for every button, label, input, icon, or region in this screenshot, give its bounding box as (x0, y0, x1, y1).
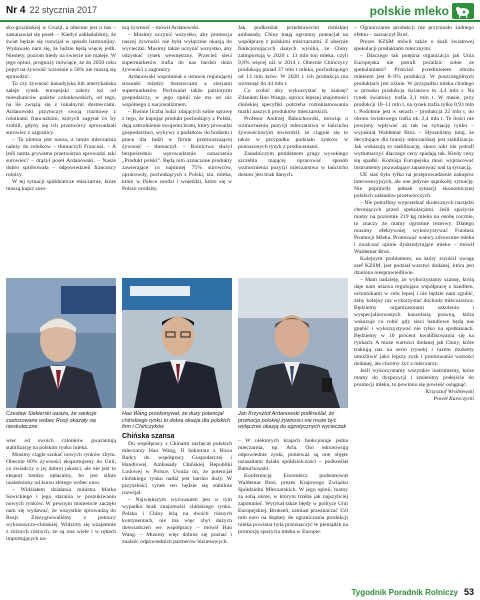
cow-logo-icon (452, 3, 474, 19)
speaker-photo-1 (6, 278, 116, 408)
brand-name: polskie mleko (369, 4, 449, 18)
paragraph: – Ograniczanie produkcji nie przyniosło żadnego efektu – zaznaczył Broś. (354, 25, 474, 38)
paragraph: wiec od swoich członków gwarantują stabilizację na polskim rynku mleka. (6, 438, 116, 451)
paragraph: Co zrobić aby wykorzystać tę szansę? Zdaniem Hao Wanga, oprócz lepszej znajomości chińskiej specyfiki potrzeba rozreklamowania marki naszych produktów mleczarskich. (238, 88, 348, 115)
section-brand (370, 3, 474, 19)
page-number: 53 (463, 587, 474, 597)
paragraph: – Mam nadzieję, że wykorzystamy szansę, którą daje nam ustawa regulująca współpracę z handlem, ochotnikami w celu lepiej i nie będzie nam zgubić, żeby kolejny raz wykorzystać dochody mleczarstwa. Będziemy organizatorami szkolenia i wyspecjalizowanych kancelarią prawną, która wskazuje co robić gdy sieci handlowe będą nas gnębić i wykorzystywać nie tylko na spotkaniach. Będziemy w 10 procent kwalifikowania się na rynkach. A może wartości dodanej jak Chiny, które traktują nas na serio (rynek) i razem możemy umożliwić jako lepszy zysk i promowania wartości dodanej, ale chcemy żyć z mleczarzy. (354, 277, 474, 367)
column-2-top (122, 25, 232, 273)
photo-caption: Hao Wang przekonywał, że duży potencjał chińskiego rynku to dobra okazja dla polskich firm i Chińczyków (122, 411, 231, 431)
author-signature: Krzysztof Wróblewski (425, 389, 474, 395)
paragraph: Zasadniczym problemem grupy wysokiego szczebla mającej opracować sposób wzmocnienia pozycji mleczarstwa w łańcuchu dostaw jest brak danych. (238, 151, 348, 178)
paragraph: sko-gruzińskiej w Gruzji, a obecnie jest u nas – zastanawiał się poseł. – Kiedyś zakładaliśmy, że świat będzie się rozwijał w sposób harmonijny. Wydawało nam się, że ludzie będą więcej jedli. Niestety, poziom biedy na świecie nie maleje. W jego opinii, prognozy mówiące, że do 2050 roku popyt na żywność wzrośnie o 50% nie muszą się sprawdzić. (6, 25, 116, 80)
paragraph: To czy żywność kanadyjska lub amerykańska zaleje rynek europejski zależy też od mieszkańców państw członkowskich, od tego, na ile zwiążą się z lokalnymi dostawcami. Ardanowski przytoczył swoją rozmowę z rolnikami francuskimi, których zapytał co by zrobili, gdyby się ich przetwórcy sprowadzali surowiec z zagranicy. (6, 81, 116, 136)
paragraph: Kolejnym problemem, na który zwrócił uwagę szef KZSM, jest podział warstwi dodanej, która jest dzielona niesprawiedliwie. (354, 256, 474, 276)
paragraph: – W niektórych krajach funkcjonuje jedna mleczarnia, np. Arla. Oni odnotowują odpowiednie zyski, ponieważ są one objęte tazasadami działu spółdzielczości – podkreślał Babuchowski. (238, 438, 348, 472)
column-3-bottom (238, 438, 348, 580)
paragraph: – Musimy uczynić wszystko, aby promocja naszej żywności nie była wyłącznie okazją do wycieczki. Musimy także uczynić wszystko, aby odzyskać rynek wewnętrzny. Przecież sieci supermarketów trafia do nas bardzo dużo żywności z zagranicy. (122, 32, 232, 73)
paragraph: Profesor Andrzej Babuchowski, mówiąc o wzmocnieniu pozycji mleczarstwa w łańcuchu żywnościowym stwierdził, że ciągnie się to także w przypadku podziału zysków w ponoszonych ryzyk z producentami. (238, 116, 348, 150)
paragraph: UE stać było tylko na przeprowadzenie zakupów interwencyjnych, ale one jedynie uspokoiły sytuację. Nie poprawiły jednak sytuacji ekonomicznej polskich zakładów przetwórczych. (354, 172, 474, 199)
photo-caption: Czesław Siekierski uważa, że sankcje zastosowane wobec Rosji okazały się nieskuteczne (6, 411, 97, 431)
issue-info (6, 5, 97, 16)
magazine-logo: Tygodnik Poradnik Rolniczy (351, 588, 458, 597)
paragraph: szą żywność – mówił Ardanowski. (122, 25, 200, 31)
page-header (0, 0, 480, 22)
paragraph: – Największym wyzwaniem jest w tym wypadku brak znajomości chińskiego rynku. Polska i Chiny leżą na dwóch różnych kontynentach, nie ma więc zbyt dużych doświadczeń we współpracy – mówił Hao Wang. – Musimy więc dobrze się poznać i znaleźć odpowiednich partnerów biznesowych. (122, 497, 232, 545)
paragraph: – Widziałem działania ministra Marka Sawickiego i jego starania w poszukiwaniu nowych rynków. W pewnym momencie zaczęło nam się wydawać, że wszystkie sprowadzą do Rosji. Zrezygnowaliśmy z pomocy wykonawczo-chińskiej. Widzimy się wzajemnie z różnych różnych, że są ona wiele i w rękach importujących na- (6, 487, 116, 542)
speaker-photo-2 (122, 278, 232, 408)
paragraph: – Ta ulotnia jest nasza, a tamta mleczarnia należy do rolników – tłumaczyli Francuzi. – A jeśli tamta prywatna przetwórnia sprowadzi taki surowiec? – drążył poseł Ardanowski. – Nasze dobro spróbowała – odpowiedzieli francuscy rolnicy. (6, 137, 116, 178)
column-1-bottom (6, 438, 116, 580)
speaker-photo-3 (238, 278, 348, 408)
column-3-top (238, 25, 348, 273)
author-signature: Paweł Kuroczycki (433, 396, 474, 402)
paragraph: – Nie potrafimy wyprzedzać skutecznych narzędzi chroniących przed spekulacjami. Jeśli spożycie mamy na poziomie 219 kg mleka na osobę rocznie, to znaczy że mamy ogromne rezerwy. Dlatego musimy efektywniej wykorzystywać Fundusz Promocji Mleka. Promować walory zdrowotne mleka i zwalczać opinie dyskredytujące mleko – mówił Waldemar Broś. (354, 200, 474, 255)
header-rule (0, 20, 480, 22)
paragraph: Prezes KZSM mówił także o skali światowej spekulacji produktami mlecznymi. (354, 39, 474, 52)
paragraph: Musimy ciągle szukać nowych rynków zbytu. Obecnie 80% żywności eksportujemy do Unii, co świadczy o jej dobrej jakości, ale nie jest to eksport bardzo opłacalny, bo jest silnie uzależniony od kursu złotego wobec euro. (6, 452, 116, 486)
paragraph: W tej sytuacji spółdzielcze mleczarnie, które muszą kupić suro- (6, 179, 116, 192)
column-2-bottom (122, 432, 232, 580)
paragraph: Jak podkreślał przedstawiciel chińskiej ambasady, Chiny mają ogromny potencjał na współpracę z polskimi mleczarzami. Z obecnie funkcjonujących danych wynika, że Chiny zaimportują w 2020 r. 13 mln ton mleka, czyli 9,8% więcej niż w 2014 r. Obecnie Chińczycy produkują ponad 37 mln t mleka, pochodzącego od 13 mln krów. W 2020 r. ich produkcja ma wzrosnąć do 44 mln t. (238, 25, 348, 87)
issue-date: 22 stycznia 2017 (29, 5, 97, 15)
paragraph: – Rośnie liczba ludzi zdających sobie sprawę z tego, że kupując produkt pochodzący z Polski, dają zatrudnienie swojemu bratu, który prowadzi gospodarstwo, wybywy z podatków do budżetu i pracę dla ludzi w firmie przetwarzającej żywność – tłumaczył. – Rolnictwa służył bezpośrednio wprowadzenie oznaczenia „Produkt polski”. Będą nim oznaczone produkty zawierające co najmniej 75% surowców, opracowdy, pochodzących z Polski, tzn. mleka, które w Polsce urodzi i wnieździ, które się w Polsce urodziły. (122, 109, 232, 192)
paragraph: Do współpracy z Chinami zachęcał polskich mleczarzy Hao Wang, II Sekretarz z Biura Radcy ds. współpracy Gospodarczej i Handlowej. Ambasady Chińskiej Republiki Ludowej w Polsce. Uważa on, że potencjał chińskiego rynku nadal jest bardzo duży. W przyszłości rynek ten będzie się stabilnie rozwijał. (122, 441, 232, 496)
column-4 (354, 25, 474, 580)
paragraph: Ardanowski wspomniał o ustawie regulującej stosunki między dostawcami a sieciami supermarketów. Pochwalał także patriotyzm gospodarczy, w jego opinii nie ma on nic wspólnego z nacjonalizmem. (122, 74, 232, 108)
paragraph: Konferencję Euromlecz podsumował Waldemar Broś, prezes Krajowego Związku Spółdzielni Mleczarskich. W jego opinii, mamy za sobą okres, w którym trzeba jak najszybciej zapomnieć. Wytykał także błędy w polityce Unii Europejskiej. Brukseli, zamiast przeznaczać 150 mln euro na dopłaty do ograniczania produkcji mleka powinna była przeznaczyć te pieniądze na promocję spożycia mleka w Europie. (238, 473, 348, 535)
paragraph: – Dlaczego tak potężna organizacja jak Unia Europejska nie potrafi poradzić sobie ze spekulantami? Przecież przedmiotem obrotu mlekiem jest 8–9% produkcji. W poszczególnych produktach jest różnie. W przypadku mleka chudego w proszku produkcja światowa to 4,4 mln t. Na rynek światowy trafia 2,1 mln t. W masie, przy produkcji 10–11 mln t, na rynek trafia tylko 0,93 mln t. Podobnie jest w serach – produkcja 22 mln t, do obrotu światowego trafia ok. 2,4 mln t. Te ilości nie powinny wpływać aż tak na sytuację rynku – wyjaśniał Waldemar Broś. – Słyszeliśmy tutaj, że decydujące dla branży mleczarskiej jest stabilizacja. Jak wskazują to stabilizację, skoro nikt nie potrafi wytłumaczyć dlaczego ceny spadają tak. Kiedy ceny się spadki. Komisja Europejska musi wypracować instrumenty pozwalające zapanować nad tą sytuacją. (354, 53, 474, 171)
column-1-top (6, 25, 116, 273)
paragraph: Jeśli wykorzystamy wszystkie instrumenty, które mamy do dyspozycji i zmienimy podejście do promocji mleka, to powinno się powieść osiągnąć. (354, 368, 474, 388)
issue-number: Nr 4 (6, 5, 26, 16)
section-subheading: Chińska szansa (122, 433, 175, 440)
page-footer (0, 584, 480, 600)
photo-caption: Jan Krzysztof Ardanowski podkreślał, że promocja polskiej żywności nie może być wyłącznie okazją do egzotycznych wycieczek (238, 411, 347, 431)
